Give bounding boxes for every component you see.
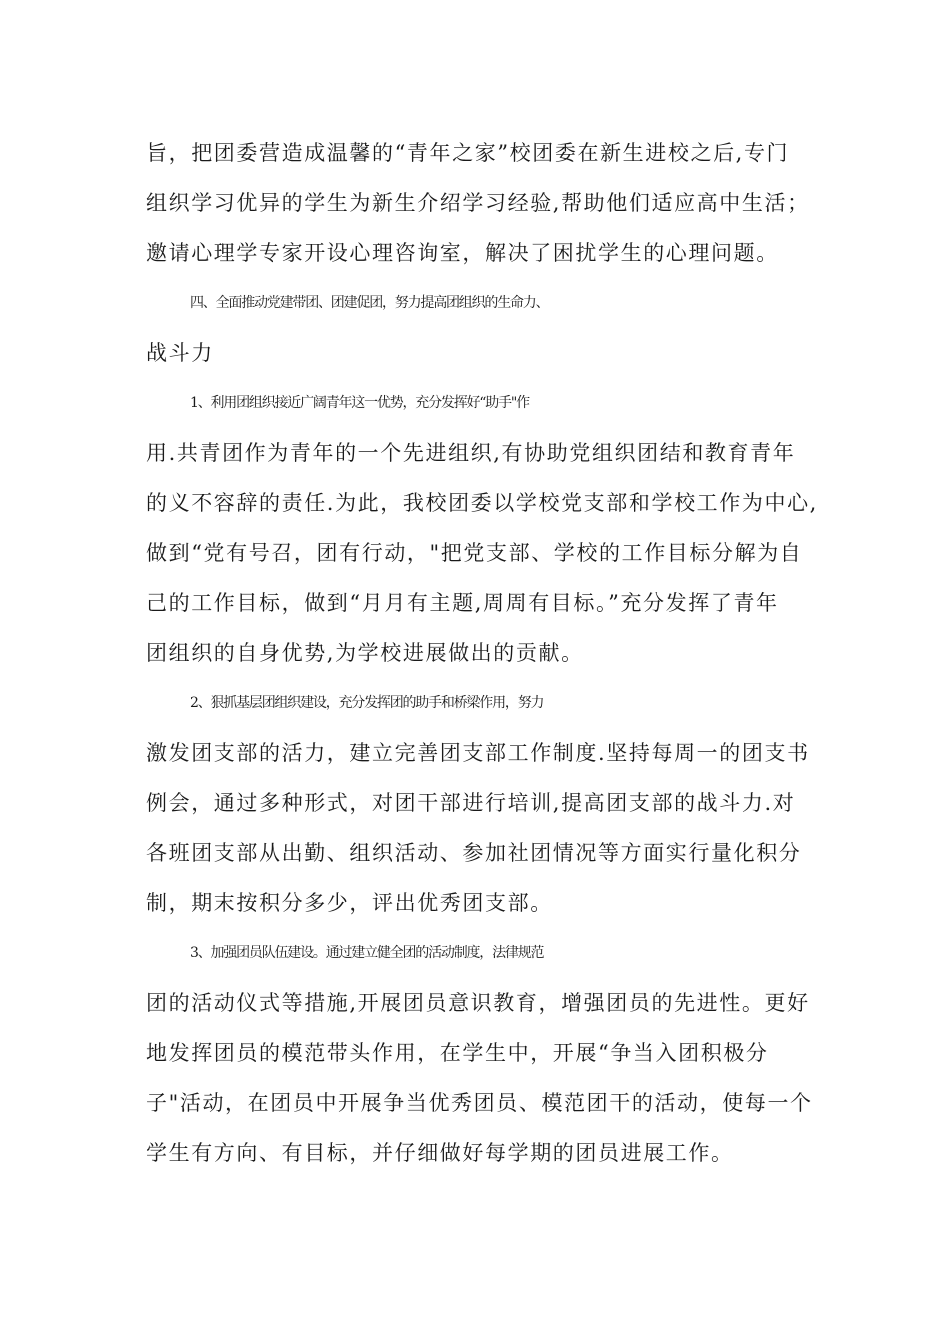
text-line: 用.共青团作为青年的一个先进组织,有协助党组织团结和教育青年 [146,441,796,465]
text-line: 子"活动，在团员中开展争当优秀团员、模范团干的活动，使每一个 [146,1091,813,1115]
text-line: 地发挥团员的模范带头作用，在学生中，开展“争当入团积极分 [146,1041,769,1065]
text-line: 己的工作目标，做到“月月有主题,周周有目标。”充分发挥了青年 [146,591,779,615]
text-line: 团的活动仪式等措施,开展团员意识教育，增强团员的先进性。更好 [146,991,810,1015]
section-heading: 四、全面推动党建带团、团建促团，努力提高团组织的生命力、 [190,295,549,311]
text-line: 组织学习优异的学生为新生介绍学习经验,帮助他们适应高中生活； [146,191,810,215]
text-line: 各班团支部从出勤、组织活动、参加社团情况等方面实行量化积分 [146,841,802,865]
section-heading-continuation: 战斗力 [146,341,214,365]
text-line: 团组织的自身优势,为学校进展做出的贡献。 [146,641,584,665]
text-line: 旨，把团委营造成温馨的“青年之家”校团委在新生进校之后,专门 [146,141,790,165]
paragraph-start: 1、利用团组织接近广阔青年这一优势，充分发挥好“助手"作 [190,395,529,411]
text-line: 邀请心理学专家开设心理咨询室，解决了困扰学生的心理问题。 [146,241,779,265]
paragraph-start: 2、狠抓基层团组织建设，充分发挥团的助手和桥梁作用，努力 [190,695,544,711]
text-line: 做到“党有号召，团有行动，"把党支部、学校的工作目标分解为自 [146,541,803,565]
text-line: 的义不容辞的责任.为此，我校团委以学校党支部和学校工作为中心, [146,491,818,515]
paragraph-start: 3、加强团员队伍建设。通过建立健全团的活动制度，法律规范 [190,945,544,961]
text-line: 学生有方向、有目标，并仔细做好每学期的团员进展工作。 [146,1141,734,1165]
text-line: 激发团支部的活力，建立完善团支部工作制度.坚持每周一的团支书 [146,741,810,765]
text-line: 制，期末按积分多少，评出优秀团支部。 [146,891,553,915]
text-line: 例会，通过多种形式，对团干部进行培训,提高团支部的战斗力.对 [146,791,796,815]
